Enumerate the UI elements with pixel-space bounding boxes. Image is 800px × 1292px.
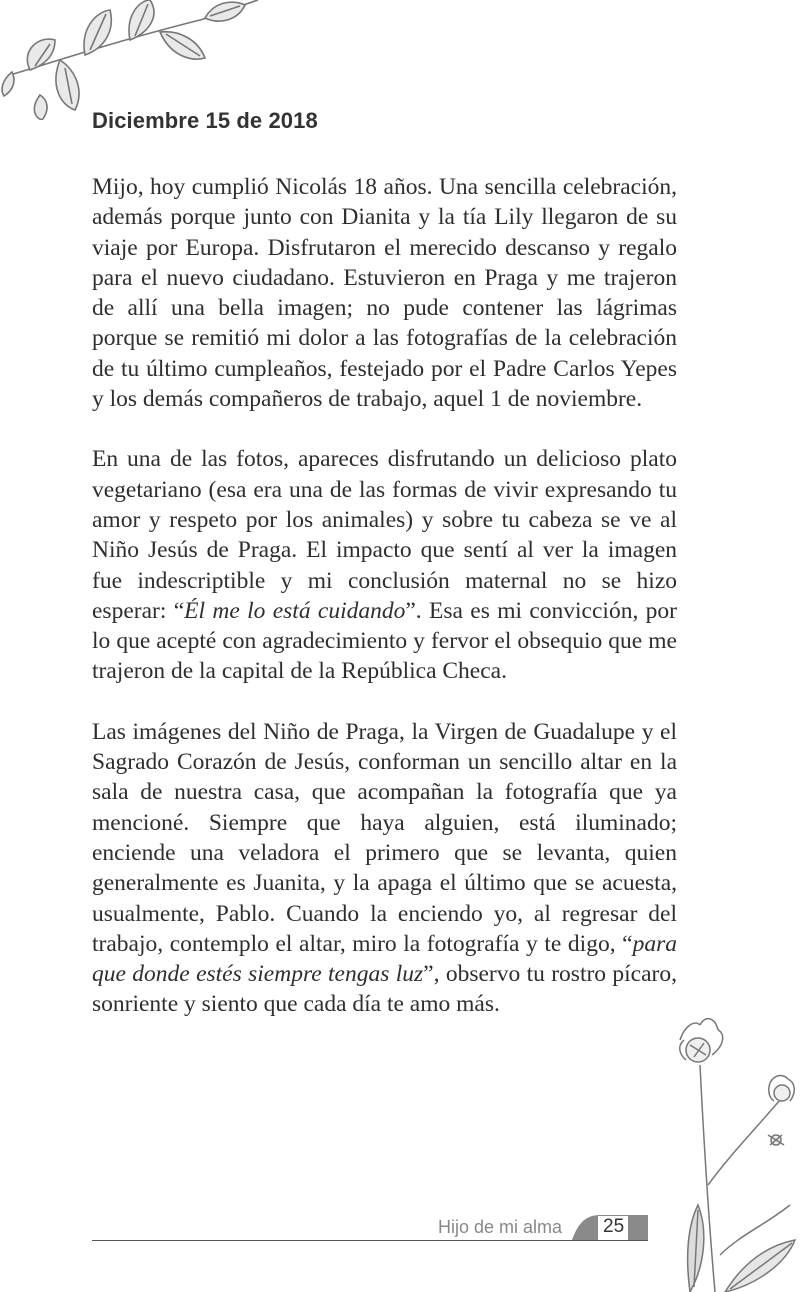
leaf-branch-decoration: [0, 0, 260, 120]
paragraph-2-text-b: ”. Esa es mi convicción, por lo que acepté con agradecimiento y fervor el obsequio que me trajeron de la capital de la República Checa.: [92, 597, 677, 685]
footer-book-title: Hijo de mi alma: [438, 1217, 563, 1237]
paragraph-3-text-a: Las imágenes del Niño de Praga, la Virgen de Guadalupe y el Sagrado Corazón de Jesús, conforman un sencillo altar en la sala de nuestra casa, que acompañan la fotografía que ya mencioné. Siempre que haya alguien, está iluminado; enciende una veladora el primero que se levanta, quien generalmente es Juanita, y la apaga el último que se acuesta, usualmente, Pablo. Cuando la enciendo yo, al regresar del trabajo, contemplo el altar, miro la fotografía y te digo, “: [92, 718, 677, 957]
footer-rule: [92, 1240, 648, 1241]
page-body: [92, 108, 677, 1050]
paragraph-1: [92, 172, 677, 414]
paragraph-3-quote: para que donde estés siempre tengas luz: [92, 930, 677, 988]
paragraph-2-text-a: En una de las fotos, apareces disfrutando un delicioso plato vegetariano (esa era una de las formas de vivir expresando tu amor y respeto por los animales) y sobre tu cabeza se ve al Niño Jesús de Praga. El impacto que sentí al ver la imagen fue indescriptible y mi conclusión maternal no se hizo esperar: “: [92, 446, 677, 624]
page-number: 25: [603, 1216, 625, 1237]
wildflower-decoration: [670, 1005, 800, 1292]
paragraph-1-text: Mijo, hoy cumplió Nicolás 18 años. Una sencilla celebración, además porque junto con Dianita y la tía Lily llegaron de su viaje por Europa. Disfrutaron el merecido descanso y regalo para el nuevo ciudadano. Estuvieron en Praga y me trajeron de allí una bella imagen; no pude contener las lágrimas porque se remitió mi dolor a las fotografías de la celebración de tu último cumpleaños, festejado por el Padre Carlos Yepes y los demás compañeros de trabajo, aquel 1 de noviembre.: [92, 174, 677, 413]
paragraph-2-quote: Él me lo está cuidando: [184, 597, 406, 624]
paragraph-2: [92, 444, 677, 686]
entry-date-heading: Diciembre 15 de 2018: [92, 108, 318, 133]
paragraph-3: [92, 717, 677, 1020]
paragraph-3-text-b: ”, observo tu rostro pícaro, sonriente y siento que cada día te amo más.: [92, 961, 677, 1018]
